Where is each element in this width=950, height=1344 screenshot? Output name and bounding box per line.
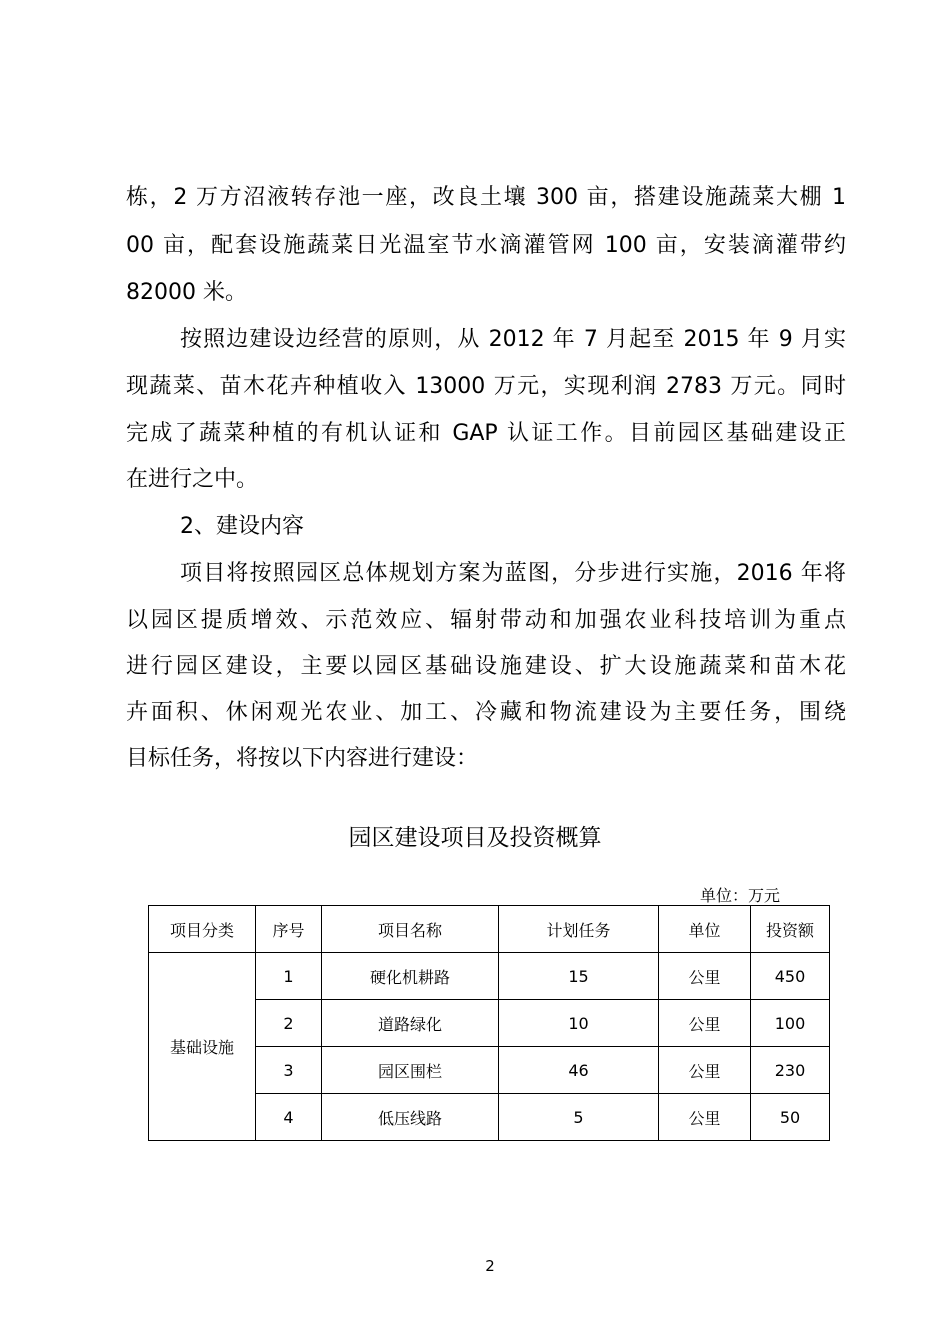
paragraph-line: 完成了蔬菜种植的有机认证和 GAP 认证工作。目前园区基础建设正 — [126, 421, 846, 446]
project-name: 道路绿化 — [322, 1000, 499, 1047]
paragraph-line: 按照边建设边经营的原则，从 2012 年 7 月起至 2015 年 9 月实 — [180, 327, 846, 352]
paragraph-line: 现蔬菜、苗木花卉种植收入 13000 万元，实现利润 2783 万元。同时 — [126, 374, 846, 399]
planned-task: 10 — [499, 1000, 659, 1047]
planned-task: 15 — [499, 953, 659, 1000]
paragraph-line: 项目将按照园区总体规划方案为蓝图，分步进行实施，2016 年将 — [180, 561, 846, 586]
paragraph-line: 进行园区建设，主要以园区基础设施建设、扩大设施蔬菜和苗木花 — [126, 654, 846, 679]
budget-table — [148, 905, 830, 1141]
table-title: 园区建设项目及投资概算 — [348, 825, 602, 851]
category-cell: 基础设施 — [149, 953, 256, 1141]
section-heading: 2、建设内容 — [180, 514, 304, 539]
header-cell: 投资额 — [751, 906, 830, 953]
investment-amount: 450 — [751, 953, 830, 1000]
investment-amount: 100 — [751, 1000, 830, 1047]
planned-task: 5 — [499, 1094, 659, 1141]
row-number: 2 — [256, 1000, 322, 1047]
row-number: 1 — [256, 953, 322, 1000]
header-cell: 项目分类 — [149, 906, 256, 953]
unit-cell: 公里 — [659, 953, 751, 1000]
project-name: 园区围栏 — [322, 1047, 499, 1094]
paragraph-line: 以园区提质增效、示范效应、辐射带动和加强农业科技培训为重点 — [126, 608, 846, 633]
header-cell: 计划任务 — [499, 906, 659, 953]
table-row — [149, 953, 830, 1000]
page-number: 2 — [485, 1257, 495, 1275]
planned-task: 46 — [499, 1047, 659, 1094]
paragraph-line: 82000 米。 — [126, 280, 247, 305]
row-number: 3 — [256, 1047, 322, 1094]
header-cell: 序号 — [256, 906, 322, 953]
unit-cell: 公里 — [659, 1000, 751, 1047]
paragraph-line: 栋，2 万方沼液转存池一座，改良土壤 300 亩，搭建设施蔬菜大棚 1 — [126, 185, 846, 210]
unit-cell: 公里 — [659, 1047, 751, 1094]
unit-note: 单位：万元 — [700, 886, 781, 905]
investment-amount: 230 — [751, 1047, 830, 1094]
table-header-row — [149, 906, 830, 953]
paragraph-line: 目标任务，将按以下内容进行建设： — [126, 746, 479, 771]
unit-cell: 公里 — [659, 1094, 751, 1141]
header-cell: 项目名称 — [322, 906, 499, 953]
project-name: 低压线路 — [322, 1094, 499, 1141]
paragraph-line: 卉面积、休闲观光农业、加工、冷藏和物流建设为主要任务，围绕 — [126, 700, 846, 725]
investment-amount: 50 — [751, 1094, 830, 1141]
project-name: 硬化机耕路 — [322, 953, 499, 1000]
paragraph-line: 在进行之中。 — [126, 467, 259, 492]
paragraph-line: 00 亩，配套设施蔬菜日光温室节水滴灌管网 100 亩，安装滴灌带约 — [126, 233, 846, 258]
row-number: 4 — [256, 1094, 322, 1141]
header-cell: 单位 — [659, 906, 751, 953]
